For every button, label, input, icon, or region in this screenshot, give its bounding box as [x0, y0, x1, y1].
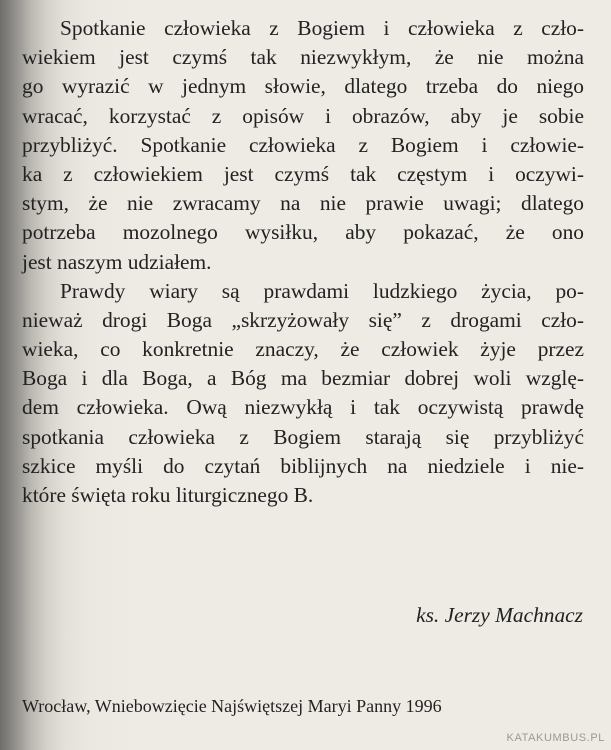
text-line: dem człowieka. Ową niezwykłą i tak oczywistą prawdę: [22, 395, 584, 420]
paragraph-2: [22, 277, 584, 511]
text-line: szkice myśli do czytań biblijnych na niedziele i nie-: [22, 453, 584, 478]
text-line: Boga i dla Boga, a Bóg ma bezmiar dobrej woli wzglę-: [22, 366, 584, 391]
text-line: go wyrazić w jednym słowie, dlatego trzeba do niego: [22, 74, 584, 99]
text-line: spotkania człowieka z Bogiem starają się przybliżyć: [22, 424, 584, 449]
text-line: wiekiem jest czymś tak niezwykłym, że nie można: [22, 45, 584, 70]
text-line: ka z człowiekiem jest czymś tak częstym i oczywi-: [22, 161, 584, 186]
text-line: nieważ drogi Boga „skrzyżowały się” z drogami czło-: [22, 307, 584, 332]
text-line: potrzeba mozolnego wysiłku, aby pokazać, że ono: [22, 220, 584, 245]
text-line: które święta roku liturgicznego B.: [22, 483, 314, 507]
text-line: Spotkanie człowieka z Bogiem i człowieka z czło-: [60, 16, 584, 40]
text-line: Prawdy wiary są prawdami ludzkiego życia, po-: [60, 278, 584, 303]
paragraph-1: [22, 14, 584, 277]
author-signature: ks. Jerzy Machnacz: [416, 603, 583, 627]
body-text: [22, 14, 584, 510]
text-line: jest naszym udziałem.: [22, 249, 212, 274]
text-line: stym, że nie zwracamy na nie prawie uwagi; dlatego: [22, 191, 584, 216]
text-line: przybliżyć. Spotkanie człowieka z Bogiem i człowie-: [22, 132, 584, 157]
place-date-line: Wrocław, Wniebowzięcie Najświętszej Maryi Panny 1996: [22, 696, 442, 716]
text-line: wracać, korzystać z opisów i obrazów, aby je sobie: [22, 103, 584, 128]
text-line: wieka, co konkretnie znaczy, że człowiek żyje przez: [22, 337, 584, 362]
site-watermark: KATAKUMBUS.PL: [506, 732, 605, 744]
